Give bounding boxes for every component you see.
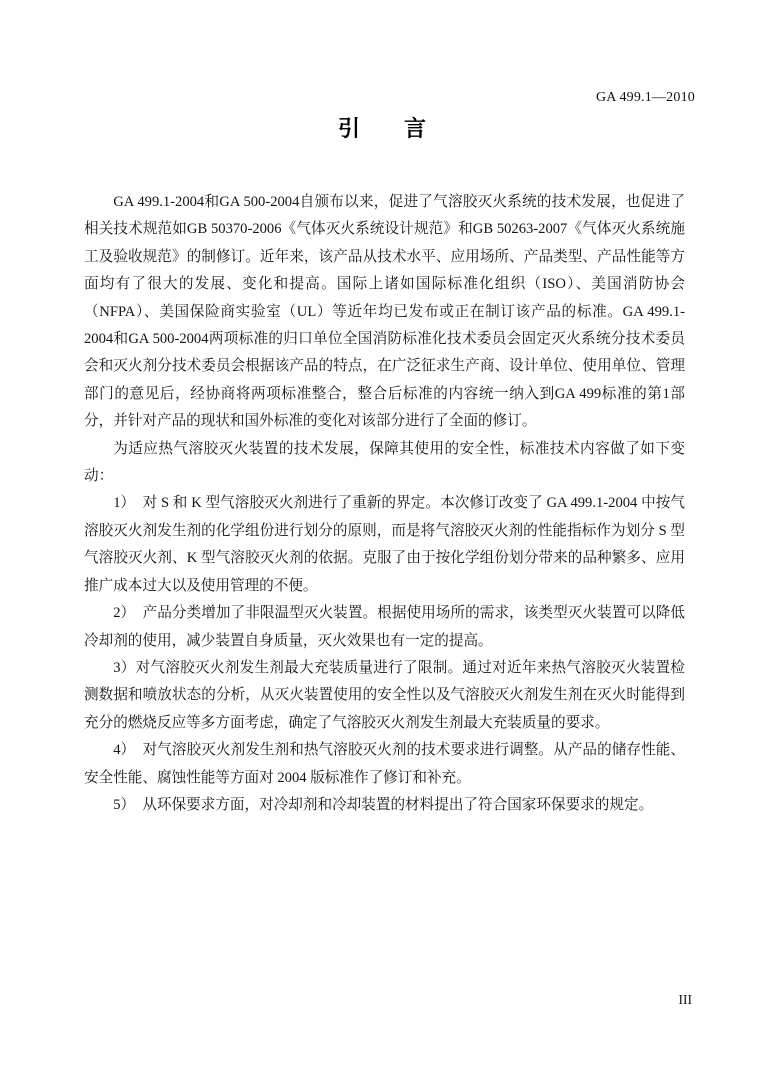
change-item-2: 2） 产品分类增加了非限温型灭火装置。根据使用场所的需求，该类型灭火装置可以降低冷却剂的使用，减少装置自身质量，灭火效果也有一定的提高。 bbox=[84, 605, 685, 649]
change-item-1: 1） 对 S 和 K 型气溶胶灭火剂进行了重新的界定。本次修订改变了 GA 499.1-2004 中按气溶胶灭火剂发生剂的化学组份进行划分的原则，而是将气溶胶灭火剂的性能指标作为划分 S 型气溶胶灭火剂、K 型气溶胶灭火剂的依据。克服了由于按化学组份划分带来的品种繁多、应用推广成本过大以及使用管理的不便。 bbox=[84, 495, 685, 594]
page-number: III bbox=[678, 992, 692, 1007]
page-title: 引 言 bbox=[337, 116, 426, 141]
changes-intro: 为适应热气溶胶灭火装置的技术发展，保障其使用的安全性，标准技术内容做了如下变动： bbox=[84, 440, 685, 485]
intro-paragraph: GA 499.1-2004和GA 500-2004自颁布以来，促进了气溶胶灭火系统的技术发展，也促进了相关技术规范如GB 50370-2006《气体灭火系统设计规范》和GB 50263-2007《气体灭火系统施工及验收规范》的制修订。近年来，该产品从技术水平、应用场所、产品类型、产品性能等方面均有了很大的发展、变化和提高。国际上诸如国际标准化组织（ISO）、美国消防协会（NFPA）、美国保险商实验室（UL）等近年均已发布或正在制订该产品的标准。GA 499.1-2004和GA 500-2004两项标准的归口单位全国消防标准化技术委员会固定灭火系统分技术委员会和灭火剂分技术委员会根据该产品的特点，在广泛征求生产商、设计单位、使用单位、管理部门的意见后，经协商将两项标准整合，整合后标准的内容统一纳入到GA 499标准的第1部分，并针对产品的现状和国外标准的变化对该部分进行了全面的修订。 bbox=[84, 194, 685, 430]
doc-number: GA 499.1—2010 bbox=[595, 90, 695, 105]
change-item-3: 3）对气溶胶灭火剂发生剂最大充装质量进行了限制。通过对近年来热气溶胶灭火装置检测数据和喷放状态的分析，从灭火装置使用的安全性以及气溶胶灭火剂发生剂在灭火时能得到充分的燃烧反应等多方面考虑，确定了气溶胶灭火剂发生剂最大充装质量的要求。 bbox=[84, 659, 685, 731]
change-item-5: 5） 从环保要求方面，对冷却剂和冷却装置的材料提出了符合国家环保要求的规定。 bbox=[113, 796, 654, 813]
change-item-4: 4） 对气溶胶灭火剂发生剂和热气溶胶灭火剂的技术要求进行调整。从产品的储存性能、安全性能、腐蚀性能等方面对 2004 版标准作了修订和补充。 bbox=[84, 742, 685, 786]
document-body bbox=[84, 189, 685, 819]
